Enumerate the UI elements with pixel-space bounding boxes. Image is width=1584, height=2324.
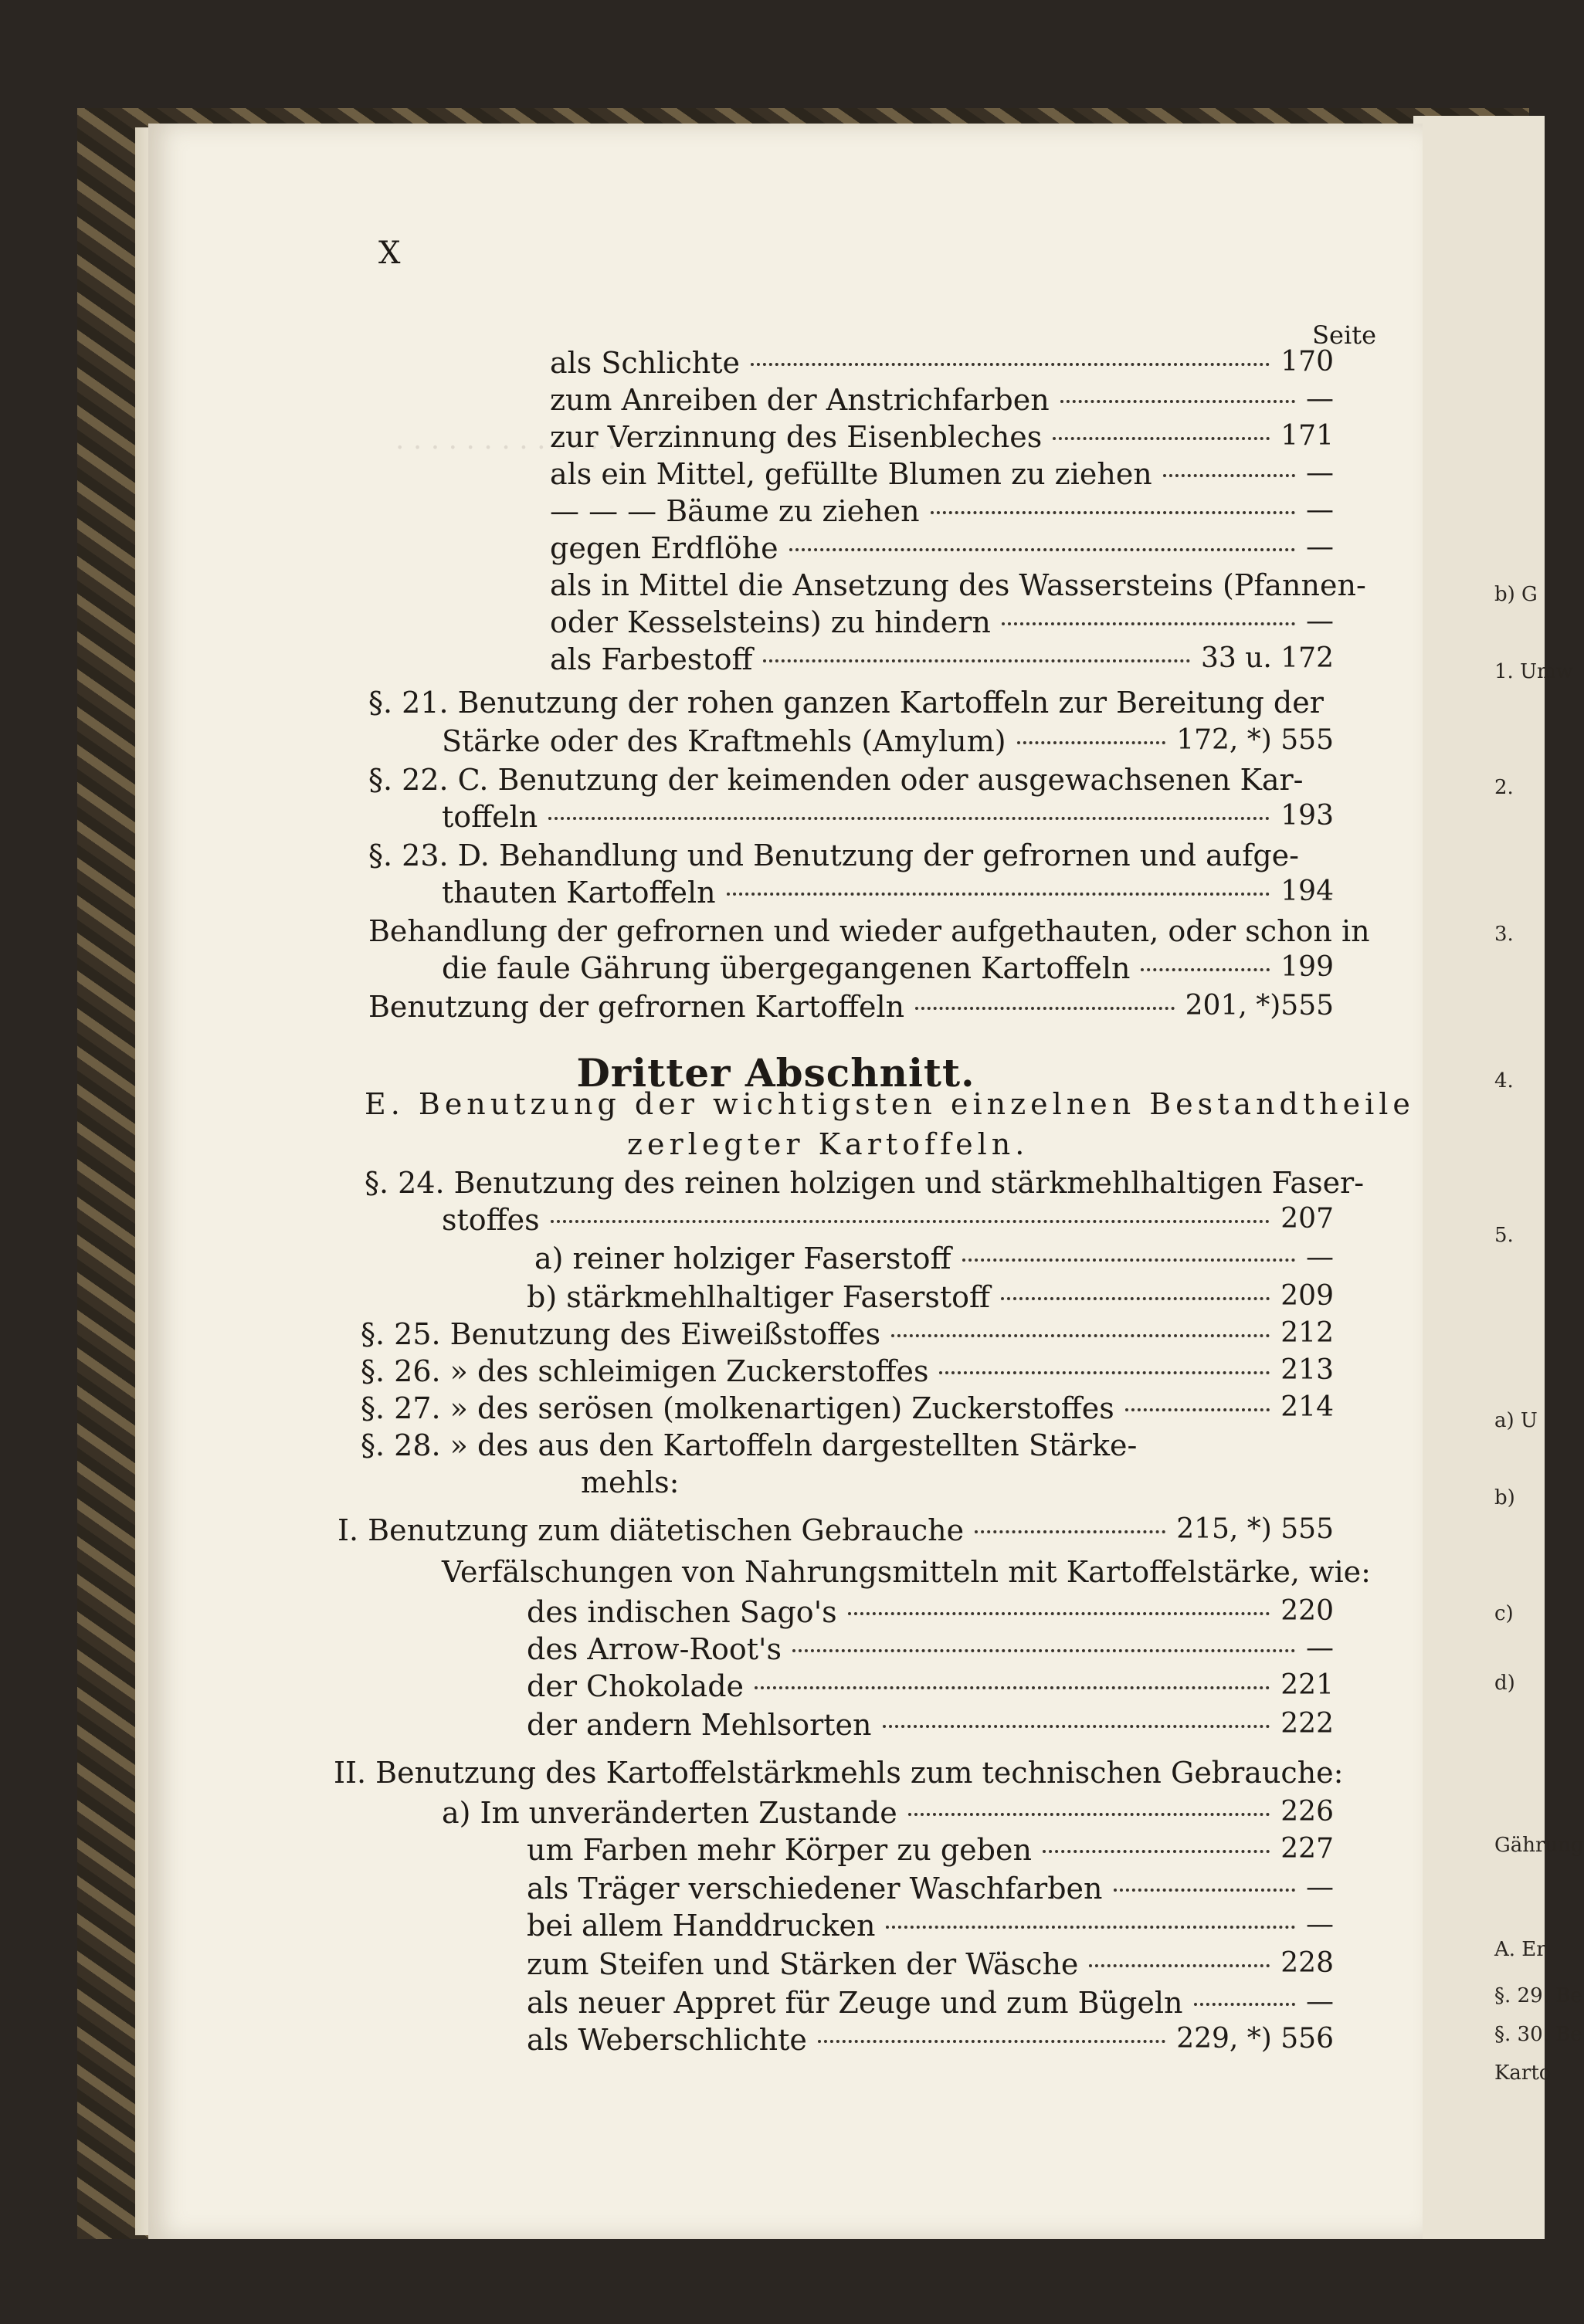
toc-entry-label: toffeln [442, 800, 538, 834]
facing-page-fragment: Gährung [1494, 1834, 1584, 1857]
toc-entry [148, 1354, 1334, 1390]
toc-entry [148, 420, 1334, 456]
toc-entry [148, 1555, 1371, 1591]
toc-entry [148, 1632, 1334, 1668]
toc-entry-page: 209 [1280, 1280, 1334, 1312]
leader-dots [763, 659, 1190, 662]
facing-page-fragment: d) [1494, 1672, 1515, 1695]
toc-entry-label: Stärke oder des Kraftmehls (Amylum) [442, 724, 1006, 758]
toc-entry [148, 1428, 1334, 1464]
facing-page [1413, 116, 1545, 2239]
toc-entry-page: — [1306, 457, 1334, 489]
toc-entry [148, 1513, 1334, 1549]
toc-entry-page: 171 [1280, 420, 1334, 452]
toc-entry [148, 642, 1334, 678]
leader-dots [1043, 1850, 1270, 1853]
toc-entry-label: §. 26. » des schleimigen Zuckerstoffes [361, 1354, 929, 1388]
toc-entry-page: 229, *) 556 [1176, 2023, 1334, 2055]
toc-entry-page: — [1306, 1872, 1334, 1903]
toc-entry-label: §. 23. D. Behandlung und Benutzung der gefrornen und aufge- [368, 838, 1299, 872]
toc-entry [148, 2023, 1334, 2058]
toc-entry-label: §. 27. » des serösen (molkenartigen) Zuckerstoffes [361, 1391, 1114, 1425]
leader-dots [915, 1007, 1175, 1010]
toc-entry-label: I. Benutzung zum diätetischen Gebrauche [337, 1513, 965, 1547]
toc-entry-page: 221 [1280, 1669, 1334, 1701]
toc-entry [148, 1909, 1334, 1944]
toc-entry-label: a) reiner holziger Faserstoff [534, 1242, 951, 1275]
toc-entry-page: 226 [1280, 1796, 1334, 1828]
toc-entry-label: als Weberschlichte [527, 2023, 807, 2057]
bleed-through-text: · · · · · · · · · · · · · [395, 432, 617, 464]
toc-entry [148, 914, 1370, 950]
leader-dots [818, 2040, 1165, 2043]
toc-entry [148, 1087, 1415, 1123]
toc-entry-label: E. Benutzung der wichtigsten einzelnen Bestandtheile [365, 1087, 1415, 1121]
toc-entry-page: 199 [1280, 951, 1334, 983]
toc-entry-page: — [1306, 531, 1334, 563]
toc-entry [148, 686, 1334, 721]
toc-entry-label: gegen Erdflöhe [550, 531, 778, 565]
toc-entry [148, 838, 1334, 874]
facing-page-fragment: 5. [1494, 1224, 1514, 1247]
toc-entry-label: stoffes [442, 1203, 540, 1237]
toc-entry-page: 227 [1280, 1833, 1334, 1865]
toc-entry-page: 172, *) 555 [1176, 724, 1334, 756]
toc-entry-label: bei allem Handdrucken [527, 1909, 876, 1943]
toc-entry-label: als Träger verschiedener Waschfarben [527, 1872, 1103, 1906]
toc-entry-label: der Chokolade [527, 1669, 745, 1703]
leader-dots [551, 1220, 1270, 1223]
leader-dots [939, 1371, 1270, 1374]
toc-entry-label: mehls: [581, 1465, 680, 1499]
leader-dots [1017, 741, 1165, 744]
toc-entry-label: des indischen Sago's [527, 1595, 837, 1629]
toc-entry-label: die faule Gährung übergegangenen Kartoffeln [442, 951, 1131, 985]
leader-dots [751, 363, 1270, 366]
toc-entry-page: 207 [1280, 1203, 1334, 1235]
toc-entry-page: 170 [1280, 346, 1334, 378]
toc-entry-page: 212 [1280, 1317, 1334, 1349]
leader-dots [908, 1813, 1270, 1816]
toc-entry [148, 1756, 1344, 1791]
leader-dots [1194, 2003, 1295, 2006]
toc-entry [148, 1708, 1334, 1743]
facing-page-fragment: §. 30. Be [1494, 2023, 1582, 2046]
leader-dots [975, 1530, 1165, 1533]
toc-entry [148, 1465, 1334, 1501]
toc-entry-label: als Schlichte [550, 346, 740, 380]
toc-entry [148, 1127, 1334, 1163]
toc-entry-page: 214 [1280, 1391, 1334, 1423]
toc-entry-label: Verfälschungen von Nahrungsmitteln mit Kartoffelstärke, wie: [442, 1555, 1371, 1589]
toc-entry-page: 194 [1280, 876, 1334, 907]
toc-entry-label: als in Mittel die Ansetzung des Wassersteins (Pfannen- [550, 568, 1366, 602]
leader-dots [883, 1725, 1270, 1728]
facing-page-fragment: b) G [1494, 583, 1538, 606]
toc-entry [148, 1166, 1365, 1201]
toc-entry [148, 457, 1334, 493]
toc-entry-label: a) Im unveränderten Zustande [442, 1796, 897, 1830]
leader-dots [1002, 622, 1295, 625]
toc-entry-page: 222 [1280, 1708, 1334, 1740]
facing-page-fragment: Karto [1494, 2061, 1552, 2085]
toc-entry [148, 1986, 1334, 2021]
toc-entry-label: §. 25. Benutzung des Eiweißstoffes [361, 1317, 881, 1351]
toc-entry [148, 1872, 1334, 1907]
toc-entry [148, 876, 1334, 911]
toc-entry-label: b) stärkmehlhaltiger Faserstoff [527, 1280, 991, 1314]
facing-page-fragment: 3. [1494, 923, 1514, 946]
toc-entry-page: — [1306, 1632, 1334, 1664]
toc-entry [148, 1391, 1334, 1427]
leader-dots [727, 893, 1270, 896]
toc-entry-label: zerlegter Kartoffeln. [627, 1127, 1029, 1161]
leader-dots [891, 1334, 1270, 1337]
leader-dots [962, 1259, 1295, 1262]
leader-dots [548, 817, 1270, 820]
toc-entry-page: 215, *) 555 [1176, 1513, 1334, 1545]
leader-dots [848, 1612, 1270, 1615]
toc-entry-page: 33 u. 172 [1200, 642, 1334, 674]
toc-entry-label: thauten Kartoffeln [442, 876, 716, 910]
toc-entry [148, 568, 1366, 604]
leader-dots [1163, 474, 1295, 477]
toc-entry [148, 1947, 1334, 1983]
leader-dots [1001, 1297, 1270, 1300]
toc-entry-page: 213 [1280, 1354, 1334, 1386]
toc-entry [148, 951, 1334, 987]
facing-page-fragment: §. 29. Be [1494, 1984, 1582, 2007]
section-title: Dritter Abschnitt. [576, 1050, 975, 1096]
toc-entry [148, 990, 1334, 1025]
leader-dots [1141, 968, 1270, 971]
toc-entry [148, 1595, 1334, 1631]
page-number: X [378, 235, 401, 271]
facing-page-fragment: c) [1494, 1602, 1514, 1625]
facing-page-fragment: 4. [1494, 1069, 1514, 1093]
toc-entry [148, 1833, 1334, 1868]
column-header-seite: Seite [1312, 320, 1376, 350]
toc-entry [148, 1242, 1334, 1277]
toc-entry [148, 1280, 1334, 1316]
toc-entry [148, 494, 1334, 530]
toc-entry-page: 228 [1280, 1947, 1334, 1979]
toc-entry-page: — [1306, 1242, 1334, 1273]
leader-dots [789, 548, 1295, 551]
toc-entry-page: 193 [1280, 800, 1334, 832]
toc-entry [148, 383, 1334, 418]
toc-entry [148, 1317, 1334, 1353]
toc-entry [148, 1669, 1334, 1705]
toc-entry-label: II. Benutzung des Kartoffelstärkmehls zum technischen Gebrauche: [334, 1756, 1344, 1790]
toc-entry-page: 201, *)555 [1185, 990, 1334, 1021]
leader-dots [1089, 1964, 1270, 1967]
toc-entry-label: als Farbestoff [550, 642, 753, 676]
toc-entry [148, 531, 1334, 567]
toc-entry-label: des Arrow-Root's [527, 1632, 782, 1666]
toc-entry-label: um Farben mehr Körper zu geben [527, 1833, 1032, 1867]
leader-dots [931, 511, 1295, 514]
toc-entry-label: zur Verzinnung des Eisenbleches [550, 420, 1043, 454]
leader-dots [792, 1649, 1295, 1652]
toc-entry-label: zum Anreiben der Anstrichfarben [550, 383, 1050, 417]
toc-entry [148, 1203, 1334, 1238]
toc-entry-page: — [1306, 1986, 1334, 2017]
leader-dots [886, 1926, 1295, 1929]
toc-entry-label: als ein Mittel, gefüllte Blumen zu ziehen [550, 457, 1152, 491]
toc-entry-label: zum Steifen und Stärken der Wäsche [527, 1947, 1079, 1981]
toc-entry [148, 763, 1334, 798]
facing-page-fragment: b) [1494, 1486, 1515, 1509]
toc-entry-label: Benutzung der gefrornen Kartoffeln [368, 990, 905, 1024]
toc-entry [148, 346, 1334, 381]
toc-entry [148, 724, 1334, 760]
leader-dots [1125, 1408, 1270, 1411]
toc-entry-label: §. 22. C. Benutzung der keimenden oder ausgewachsenen Kar- [368, 763, 1304, 797]
toc-entry [148, 1796, 1334, 1831]
facing-page-fragment: 2. [1494, 776, 1514, 799]
toc-entry-label: der andern Mehlsorten [527, 1708, 872, 1742]
facing-page-fragment: A. Er [1494, 1938, 1546, 1961]
toc-entry-label: als neuer Appret für Zeuge und zum Bügeln [527, 1986, 1183, 2020]
facing-page-fragment: a) U [1494, 1409, 1538, 1432]
toc-entry-label: Behandlung der gefrornen und wieder aufgethauten, oder schon in [368, 914, 1370, 948]
leader-dots [1053, 437, 1270, 440]
toc-entry-page: — [1306, 494, 1334, 526]
toc-entry-label: §. 28. » des aus den Kartoffeln dargestellten Stärke- [361, 1428, 1138, 1462]
toc-entry-label: §. 24. Benutzung des reinen holzigen und stärkmehlhaltigen Faser- [365, 1166, 1365, 1200]
leader-dots [755, 1686, 1270, 1689]
toc-entry-page: — [1306, 1909, 1334, 1940]
toc-entry-label: §. 21. Benutzung der rohen ganzen Kartoffeln zur Bereitung der [368, 686, 1324, 720]
toc-entry-label: oder Kesselsteins) zu hindern [550, 605, 991, 639]
toc-entry-page: 220 [1280, 1595, 1334, 1627]
facing-page-fragment: 1. Umw [1494, 660, 1573, 683]
toc-entry [148, 800, 1334, 835]
toc-entry-label: — — — Bäume zu ziehen [550, 494, 920, 528]
leader-dots [1114, 1889, 1295, 1892]
toc-entry-page: — [1306, 605, 1334, 637]
toc-entry-page: — [1306, 383, 1334, 415]
leader-dots [1060, 400, 1295, 403]
toc-entry [148, 605, 1334, 641]
document-page [148, 124, 1423, 2239]
